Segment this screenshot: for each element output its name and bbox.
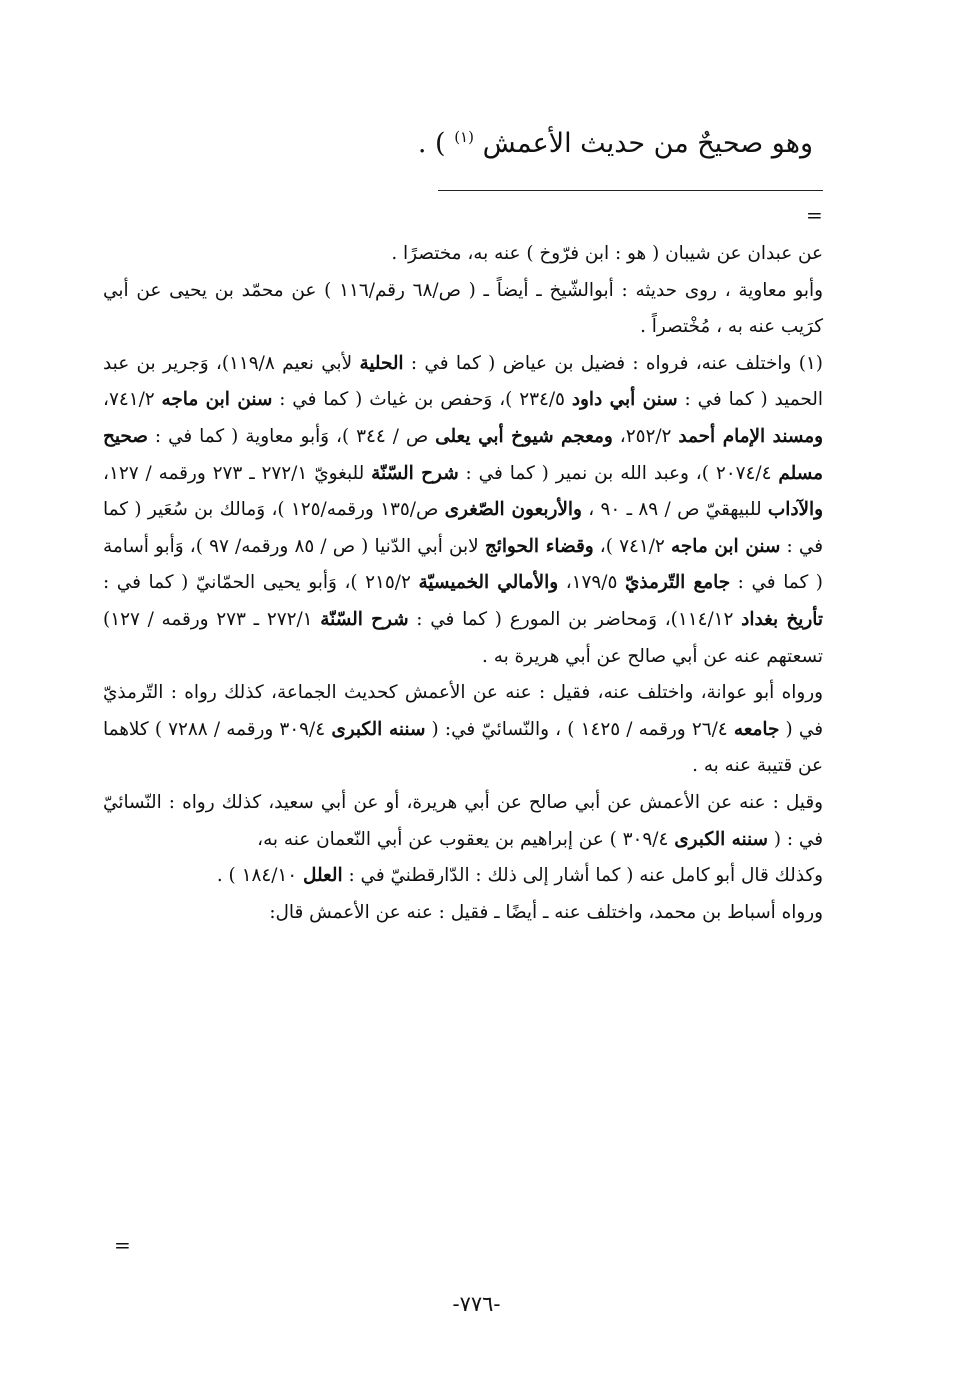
footnote-text: ١٨٤/١٠ ) . [216,865,304,887]
footnote-text: للبغويّ ٢٧٢/١ ـ ٢٧٣ ورقمه / ١٢٧، [103,462,372,484]
footnote-paragraph [103,675,823,785]
footnote-text: ورواه أسباط بن محمد، واختلف عنه ـ أيضًا ـ فقيل : عنه عن الأعمش قال: [269,901,823,923]
footnote-paragraph [103,785,823,858]
footnote-text: وقيل : عنه عن الأعمش عن أبي صالح عن أبي هريرة، أو عن أبي سعيد، كذلك رواه : النّسائيّ في : ( [103,791,823,850]
footnote-text: ورواه أبو عوانة، واختلف عنه، فقيل : عنه عن الأعمش كحديث الجماعة، كذلك رواه : التّرمذيّ في ( [103,682,824,740]
main-text-end: ) . [417,128,446,159]
footnote-text: ص/١٣٥ ورقمه/١٢٥ )، وَمالك بن سُعَير ( كما في : [103,499,824,557]
footnotes-section [103,236,823,931]
footnote-text: ٢١٥/٢ )، وَأبو يحيى الحمّانيّ ( كما في : [103,572,419,594]
source-title: جامع التّرمذيّ [624,572,731,594]
footnote-text: ص / ٣٤٤ )، وَأبو معاوية ( كما في : [147,425,436,447]
footnote-text: ٣٠٩/٤ ) عن إبراهيم بن يعقوب عن أبي النّعمان عنه به، [257,828,675,850]
footnote-text: ٣٠٩/٤ ورقمه / ٧٢٨٨ ) كلاهما عن قتيبة عنه به . [103,718,823,777]
footnote-text: ٢٧٢/١ ـ ٢٧٣ ورقمه / ١٢٧) تسعتهم عنه عن أبي صالح عن أبي هريرة به . [103,608,823,667]
source-title: ومعجم شيوخ أبي يعلى [435,425,613,447]
source-title: سننه الكبرى [674,828,768,850]
footnote-text: عن عبدان عن شيبان ( هو : ابن فرّوخ ) عنه به، مختصرًا . [391,243,823,264]
footnote-text: وأبو معاوية ، روى حديثه : أبوالشّيخ ـ أيضاً ـ ( ص/٦٨ رقم/١١٦ ) عن محمّد بن يحيى عن أبي كرَيب عنه به ، مُخْتصراً . [103,279,823,338]
source-title: والأمالي الخميسيّة [418,572,559,594]
footnote-text: ٢٥٢/٢، [612,425,679,447]
source-title: سنن ابن ماجه [161,389,273,411]
source-title: جامعه [733,718,780,740]
footnote-text: لأبي نعيم ١١٩/٨)، وَجرير بن عبد الحميد ( كما في : [103,352,823,411]
footnote-paragraph [103,346,823,675]
source-title: تأريخ بغداد [741,608,824,630]
footnote-text: (١) واختلف عنه، فرواه : فضيل بن عياض ( كما في : [403,352,823,374]
source-title: سنن أبي داود [571,389,678,411]
source-title: صحيح مسلم [103,425,823,484]
footnote-text: ٢٣٤/٥ )، وَحفص بن غياث ( كما في : [272,389,572,411]
main-text-line [418,128,813,159]
source-title: سننه الكبرى [331,718,426,740]
source-title: العلل [303,865,343,887]
footnote-text: ١١٤/١٢)، وَمحاضر بن المورع ( كما في : [408,608,742,630]
source-title: والآداب [767,499,823,521]
source-title: سنن ابن ماجه [671,535,781,557]
source-title: والأربعون الصّغرى [444,499,582,521]
footnote-separator [438,190,823,191]
footnote-text: لابن أبي الدّنيا ( ص / ٨٥ ورقمه/ ٩٧ )، وَأبو أسامة ( كما في : [103,535,823,594]
footnote-text: ١٧٩/٥، [558,572,625,594]
continuation-mark-top: = [806,203,823,227]
footnote-text: للبيهقيّ ص / ٨٩ ـ ٩٠ ، [581,499,768,521]
footnote-text: ٧٤١/٢ )، [593,535,671,557]
footnote-reference: (١) [454,128,474,146]
footnote-paragraph [103,236,823,273]
footnote-paragraph [103,273,823,346]
page-number: -٧٧٦- [452,1292,501,1316]
source-title: وقضاء الحوائج [484,535,594,557]
footnote-text: ٧٤١/٢، [103,389,162,411]
footnote-text: ٢٠٧٤/٤ )، وعبد الله بن نمير ( كما في : [458,462,779,484]
footnote-paragraph [103,858,823,895]
footnote-paragraph [103,895,823,932]
source-title: شرح السّنّة [371,462,459,484]
footnote-text: ٢٦/٤ ورقمه / ١٤٢٥ ) ، والنّسائيّ في: ( [425,718,734,740]
source-title: الحلية [359,352,404,374]
source-title: ومسند الإمام أحمد [678,425,824,447]
source-title: شرح السّنّة [320,608,409,630]
footnote-text: وكذلك قال أبو كامل عنه ( كما أشار إلى ذلك : الدّارقطنيّ في : [342,865,823,887]
continuation-mark-bottom: = [114,1233,131,1257]
main-text: وهو صحيحٌ من حديث الأعمش [482,128,813,159]
